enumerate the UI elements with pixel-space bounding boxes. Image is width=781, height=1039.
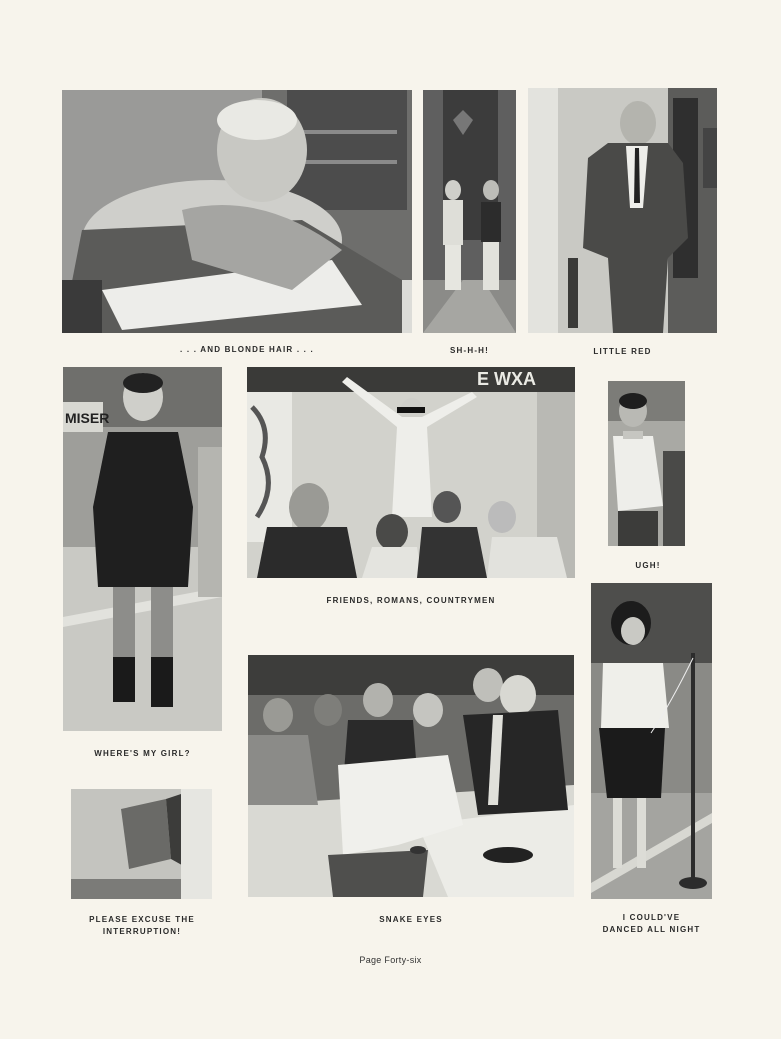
caption-please-excuse-line-1: PLEASE EXCUSE THE <box>89 915 195 924</box>
photo-ugh <box>608 381 685 546</box>
caption-please-excuse <box>62 914 222 938</box>
caption-ugh: UGH! <box>635 561 661 570</box>
photo-please-excuse <box>71 789 212 899</box>
page-number: Page Forty-six <box>359 955 422 965</box>
photo-shhh <box>423 90 516 333</box>
caption-blonde-hair: . . . AND BLONDE HAIR . . . <box>180 345 314 354</box>
caption-wheres-my-girl: WHERE'S MY GIRL? <box>94 749 191 758</box>
caption-danced-line-2: DANCED ALL NIGHT <box>602 925 701 934</box>
photo-danced-all-night <box>591 583 712 899</box>
caption-shhh: SH-H-H! <box>449 346 490 355</box>
photo-little-red <box>528 88 717 333</box>
miser-sign-text: MISER <box>65 410 110 426</box>
caption-danced-all-night <box>591 912 712 936</box>
photo-friends-romans <box>247 367 575 578</box>
photo-blonde-hair <box>62 90 412 333</box>
caption-snake-eyes: SNAKE EYES <box>379 915 443 924</box>
photo-wheres-my-girl <box>63 367 222 731</box>
banner-text: E WXA <box>477 369 537 389</box>
caption-friends-romans: FRIENDS, ROMANS, COUNTRYMEN <box>326 596 496 605</box>
caption-little-red: LITTLE RED <box>593 347 652 356</box>
caption-danced-line-1: I COULD'VE <box>622 913 681 922</box>
caption-please-excuse-line-2: INTERRUPTION! <box>102 927 182 936</box>
photo-snake-eyes <box>248 655 574 897</box>
